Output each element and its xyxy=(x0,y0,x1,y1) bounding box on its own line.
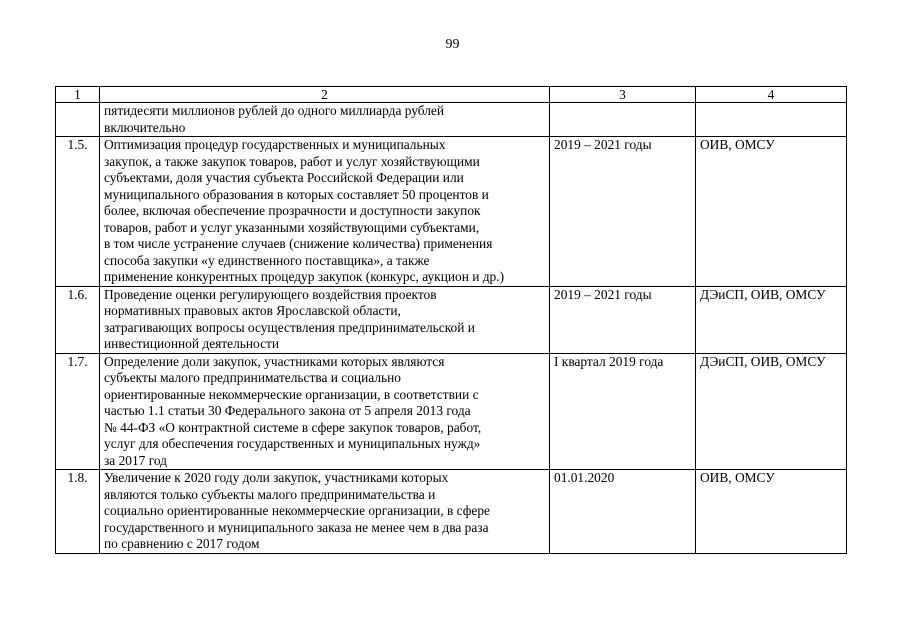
row-executor: ДЭиСП, ОИВ, ОМСУ xyxy=(696,286,847,353)
row-period: I квартал 2019 года xyxy=(550,353,696,470)
table-row xyxy=(56,353,847,470)
table-row xyxy=(56,103,847,137)
header-cell-4: 4 xyxy=(696,87,847,103)
table-row xyxy=(56,286,847,353)
table-row xyxy=(56,137,847,287)
row-period: 2019 – 2021 годы xyxy=(550,137,696,287)
row-measure-text: пятидесяти миллионов рублей до одного миллиарда рублей включительно xyxy=(100,103,550,137)
row-number: 1.5. xyxy=(56,137,100,287)
row-executor xyxy=(696,103,847,137)
row-executor: ДЭиСП, ОИВ, ОМСУ xyxy=(696,353,847,470)
header-cell-1: 1 xyxy=(56,87,100,103)
row-executor: ОИВ, ОМСУ xyxy=(696,137,847,287)
row-measure-text: Определение доли закупок, участниками которых являются субъекты малого предпринимательства и социально ориентированные некоммерческие организации, в соответствии с частью 1.1 статьи 30 Федерального закона от 5 апреля 2013 года № 44-ФЗ «О контрактной системе в сфере закупок товаров, работ, услуг для обеспечения государственных и муниципальных нужд» за 2017 год xyxy=(100,353,550,470)
header-cell-2: 2 xyxy=(100,87,550,103)
row-measure-text: Проведение оценки регулирующего воздействия проектов нормативных правовых актов Ярославской области, затрагивающих вопросы осуществления предпринимательской и инвестиционной деятельности xyxy=(100,286,550,353)
row-period: 2019 – 2021 годы xyxy=(550,286,696,353)
row-number: 1.7. xyxy=(56,353,100,470)
table-header-row xyxy=(56,87,847,103)
page-number: 99 xyxy=(445,37,460,52)
row-number: 1.8. xyxy=(56,470,100,554)
row-number xyxy=(56,103,100,137)
row-number: 1.6. xyxy=(56,286,100,353)
row-measure-text: Оптимизация процедур государственных и муниципальных закупок, а также закупок товаров, работ и услуг хозяйствующими субъектами, доля участия субъекта Российской Федерации или муниципального образования в которых составляет 50 процентов и более, включая обеспечение прозрачности и доступности закупок товаров, работ и услуг указанными хозяйствующими субъектами, в том числе устранение случаев (снижение количества) применения способа закупки «у единственного поставщика», а также применение конкурентных процедур закупок (конкурс, аукцион и др.) xyxy=(100,137,550,287)
header-cell-3: 3 xyxy=(550,87,696,103)
measures-table xyxy=(55,86,847,554)
row-period xyxy=(550,103,696,137)
row-executor: ОИВ, ОМСУ xyxy=(696,470,847,554)
table-row xyxy=(56,470,847,554)
row-period: 01.01.2020 xyxy=(550,470,696,554)
row-measure-text: Увеличение к 2020 году доли закупок, участниками которых являются только субъекты малого предпринимательства и социально ориентированные некоммерческие организации, в сфере государственного и муниципального заказа не менее чем в два раза по сравнению с 2017 годом xyxy=(100,470,550,554)
